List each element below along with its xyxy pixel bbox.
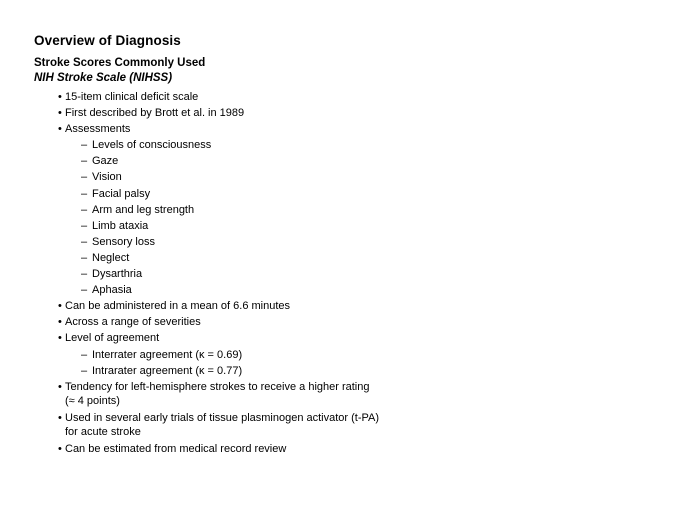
- sub-bullet-item: – Vision: [0, 169, 700, 185]
- sub-bullet-item: – Sensory loss: [0, 234, 700, 250]
- bullet-list: [0, 89, 700, 457]
- sub-bullet-item: – Facial palsy: [0, 186, 700, 202]
- slide-title: Overview of Diagnosis: [34, 33, 181, 48]
- sub-bullet-item: – Levels of consciousness: [0, 137, 700, 153]
- bullet-item-wrapped: [0, 410, 700, 441]
- bullet-line: Used in several early trials of tissue plasminogen activator (t-PA): [65, 411, 380, 424]
- bullet-item: • Level of agreement: [0, 330, 700, 346]
- bullet-item: • 15-item clinical deficit scale: [0, 89, 700, 105]
- sub-bullet-item: – Intrarater agreement (κ = 0.77): [0, 363, 700, 379]
- sub-bullet-item: – Interrater agreement (κ = 0.69): [0, 347, 700, 363]
- bullet-item: • Assessments: [0, 121, 700, 137]
- sub-bullet-item: – Arm and leg strength: [0, 202, 700, 218]
- bullet-line: (≈ 4 points): [65, 394, 120, 407]
- bullet-line: for acute stroke: [65, 425, 141, 438]
- section-subtitle: Stroke Scores Commonly Used: [34, 57, 206, 69]
- sub-bullet-item: – Gaze: [0, 153, 700, 169]
- sub-bullet-item: – Aphasia: [0, 282, 700, 298]
- bullet-item: • First described by Brott et al. in 1989: [0, 105, 700, 121]
- bullet-item: • Can be administered in a mean of 6.6 minutes: [0, 298, 700, 314]
- bullet-line: Tendency for left-hemisphere strokes to receive a higher rating: [65, 380, 370, 393]
- sub-bullet-item: – Limb ataxia: [0, 218, 700, 234]
- sub-bullet-item: – Dysarthria: [0, 266, 700, 282]
- sub-bullet-item: – Neglect: [0, 250, 700, 266]
- bullet-item-wrapped: [0, 379, 700, 410]
- bullet-item: • Across a range of severities: [0, 314, 700, 330]
- scale-name-heading: NIH Stroke Scale (NIHSS): [34, 72, 173, 84]
- bullet-item: • Can be estimated from medical record review: [0, 441, 700, 457]
